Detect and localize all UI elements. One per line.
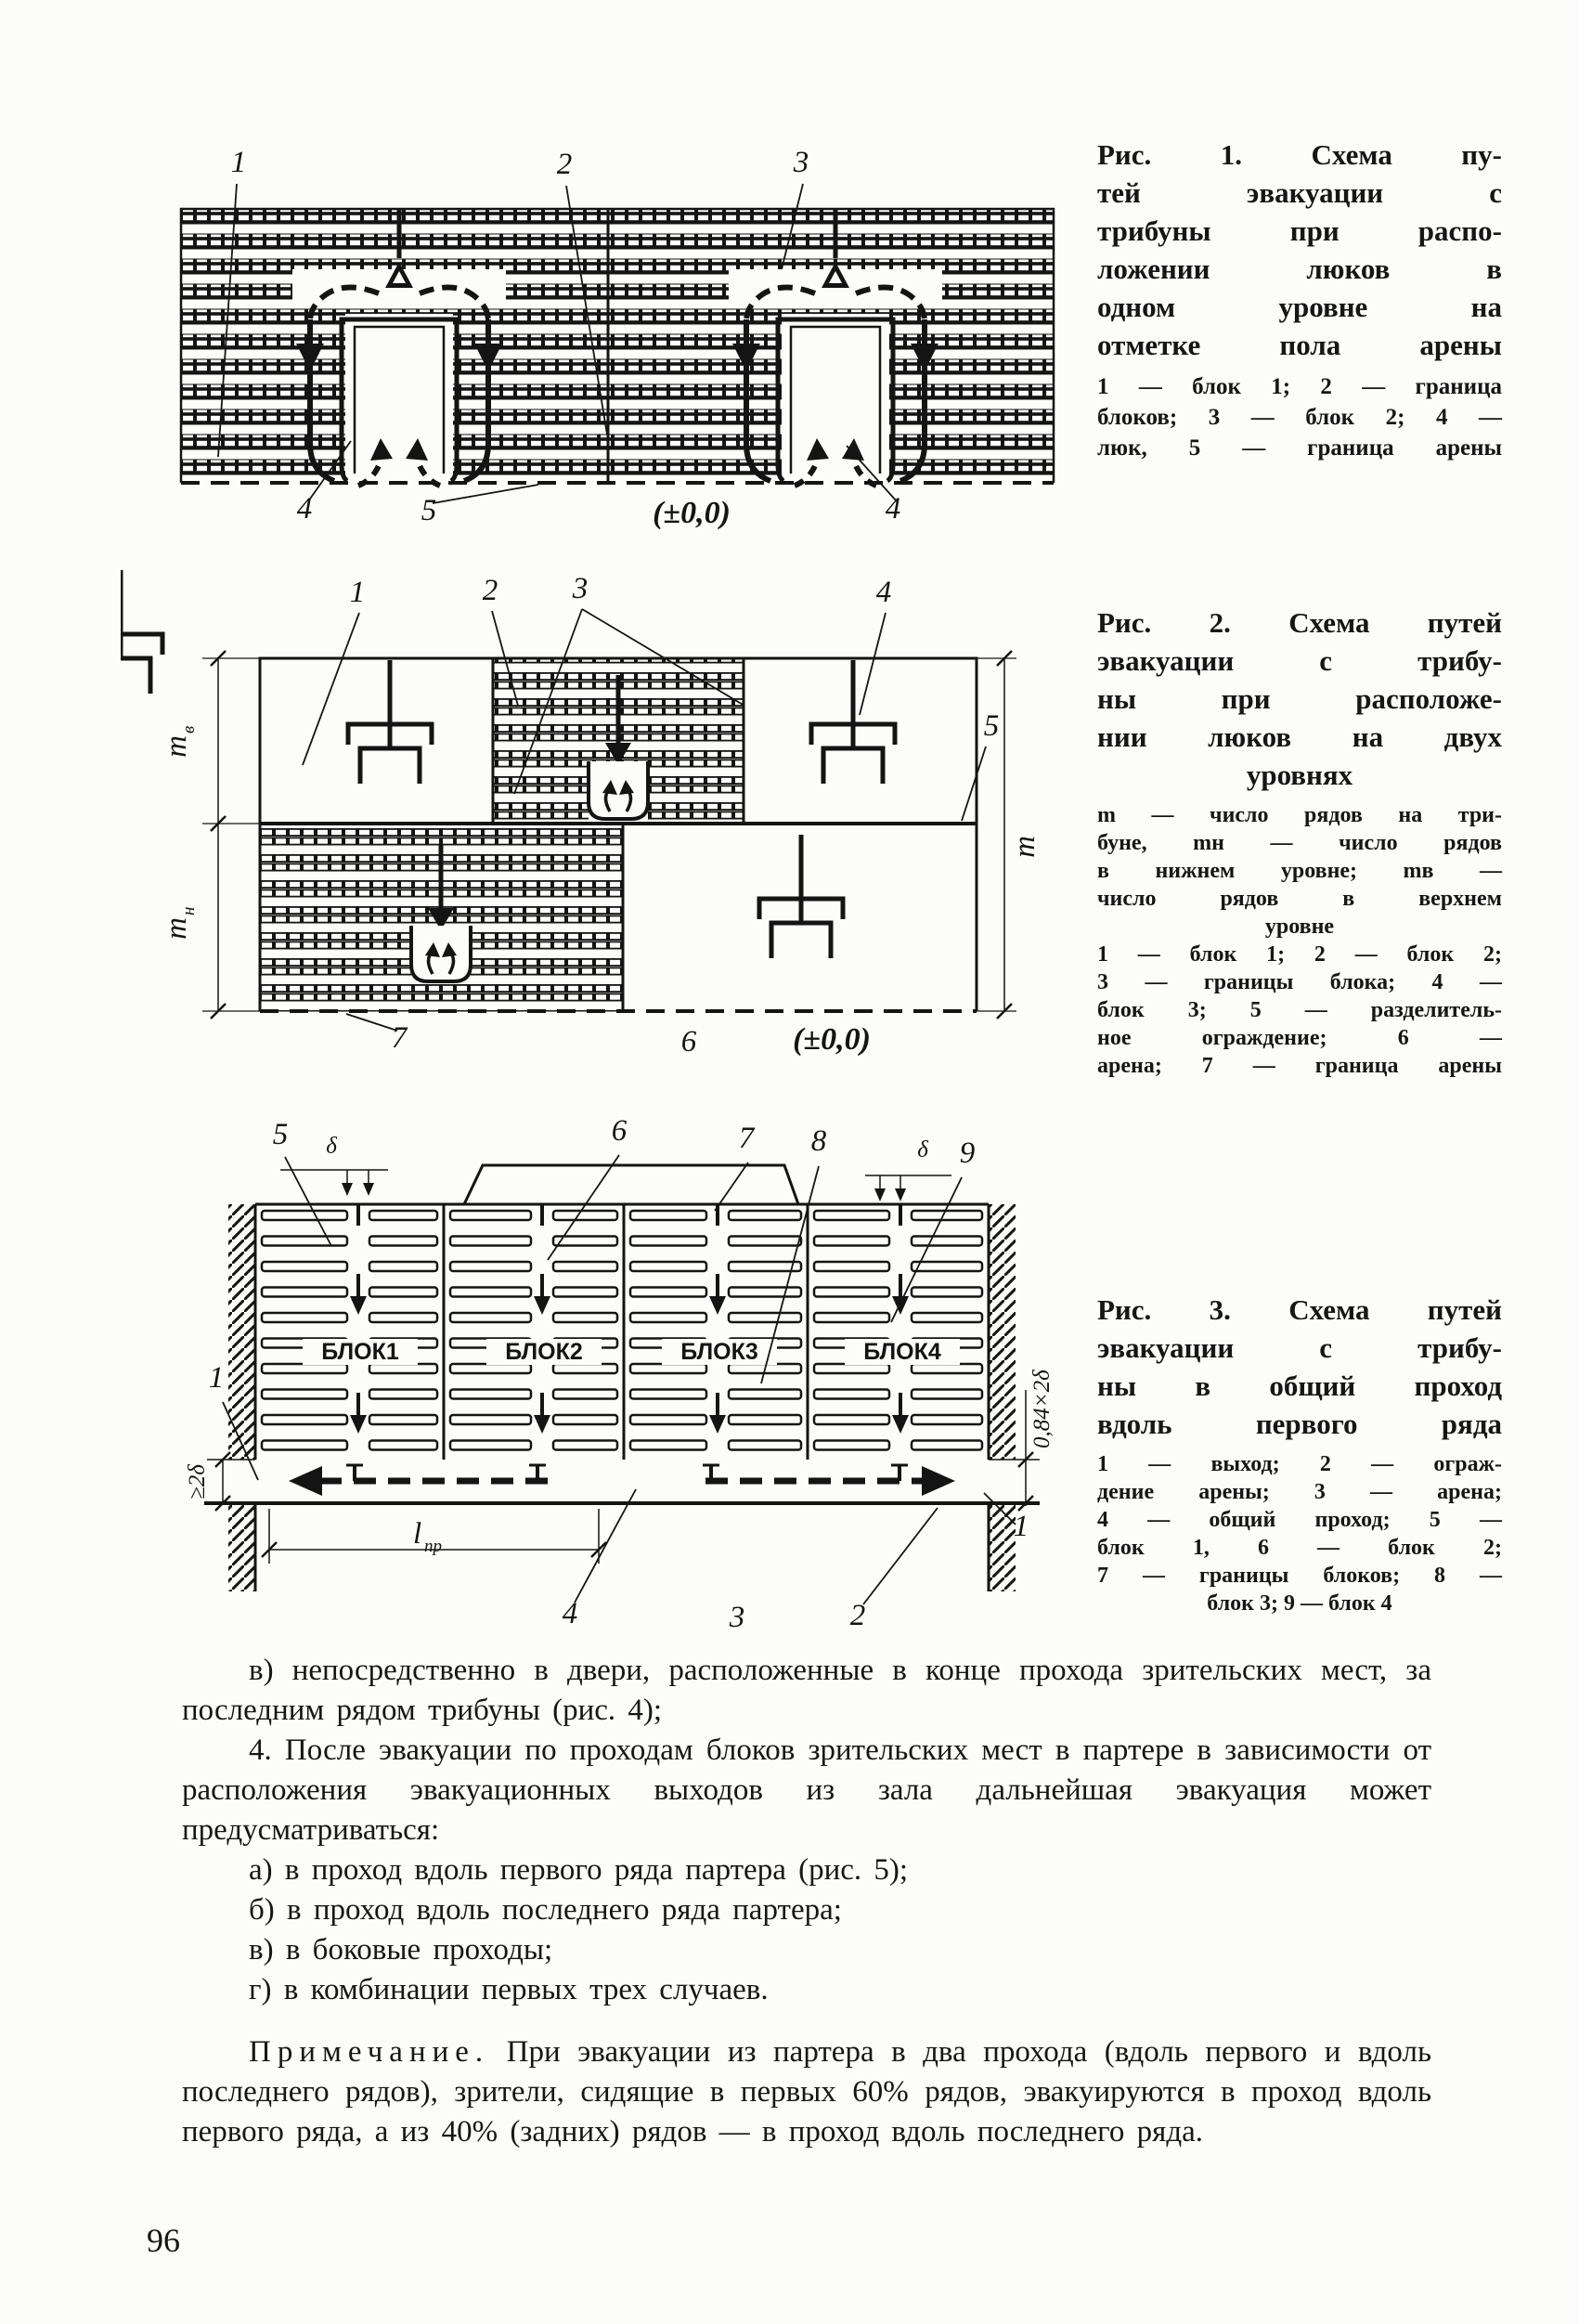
figure-3-title: Рис. 3. Схема путей эвакуации с трибу- ны в общий проход вдоль первого ряда xyxy=(1097,1293,1502,1440)
fig2-label-7: 7 xyxy=(391,1021,408,1055)
fig3-dim-lpr-sub: пр xyxy=(424,1537,442,1556)
fig3-label-1-left: 1 xyxy=(208,1361,225,1395)
fig2-dim-m-upper-sub: в xyxy=(179,725,199,734)
body-text xyxy=(182,1651,1431,2152)
figure-2-caption xyxy=(1097,604,1502,1080)
fig2-label-6: 6 xyxy=(680,1025,697,1058)
fig3-dim-delta-left: δ xyxy=(326,1134,337,1159)
fig3-label-5: 5 xyxy=(272,1118,289,1151)
fig2-hatch-symbol xyxy=(121,570,162,694)
note-paragraph xyxy=(182,2032,1431,2152)
fig3-label-9: 9 xyxy=(959,1136,976,1170)
fig3-seat-rows xyxy=(262,1211,982,1450)
fig3-dim-delta-right: δ xyxy=(917,1137,928,1162)
fig2-label-3: 3 xyxy=(572,572,589,605)
fig3-block2-label: БЛОК2 xyxy=(505,1339,583,1365)
figure-1-diagram xyxy=(139,130,1068,557)
list-item-g: г) в комбинации первых трех случаев. xyxy=(249,1973,769,2006)
list-item-v: в) в боковые проходы; xyxy=(249,1933,553,1967)
figure-3-legend: 1 — выход; 2 — ограж- дение арены; 3 — арена; 4 — общий проход; 5 — блок 1, 6 — блок 2; 7 — границы блоков; 8 — блок 3; 9 — блок 4 xyxy=(1097,1452,1502,1616)
list-item-b: б) в проход вдоль последнего ряда партера; xyxy=(249,1893,842,1927)
figure-3-caption xyxy=(1097,1291,1502,1617)
fig1-label-4-left: 4 xyxy=(296,492,313,526)
figure-2-title: Рис. 2. Схема путей эвакуации с трибу- ны при расположе- нии люков на двух уровнях xyxy=(1097,606,1502,791)
fig3-label-3: 3 xyxy=(729,1601,745,1634)
fig3-label-6: 6 xyxy=(611,1114,628,1148)
fig3-label-2: 2 xyxy=(849,1599,866,1632)
figure-1-caption xyxy=(1097,136,1502,463)
figure-2-legend: m — число рядов на три- буне, mн — число рядов в нижнем уровне; mв — число рядов в верхнем уровне 1 — блок 1; 2 — блок 2; 3 — границы блока; 4 — блок 3; 5 — разделитель- ное ограждение; 6 — арена; 7 — граница арены xyxy=(1097,803,1502,1078)
fig3-common-aisle xyxy=(204,1465,1040,1503)
figure-2-diagram xyxy=(121,568,1086,1097)
fig2-label-2: 2 xyxy=(482,574,498,607)
note-label: Примечание. xyxy=(249,2035,490,2069)
fig2-dim-m-total: m xyxy=(1008,836,1042,858)
fig3-label-7: 7 xyxy=(738,1122,755,1155)
fig2-label-1: 1 xyxy=(349,576,366,609)
figure-3-diagram xyxy=(111,1107,1114,1682)
fig3-label-1-right: 1 xyxy=(1013,1510,1029,1543)
fig2-label-5: 5 xyxy=(983,709,1000,743)
paragraph-4: 4. После эвакуации по проходам блоков зрительских мест в партере в зависимости от расположения эвакуационных выходов из зала дальнейшая эвакуация может предусматриваться: xyxy=(182,1733,1431,1847)
page-number: 96 xyxy=(147,2222,180,2259)
paragraph-v: в) непосредственно в двери, расположенные в конце прохода зрительских мест, за последним рядом трибуны (рис. 4); xyxy=(182,1654,1431,1727)
fig2-dim-m-lower: m xyxy=(160,917,193,940)
fig3-dim-exit-width: 0,84×2δ xyxy=(1029,1370,1055,1448)
fig3-dim-lpr: l xyxy=(413,1517,422,1551)
fig3-label-4: 4 xyxy=(562,1597,578,1630)
fig3-upper-passage-outline xyxy=(464,1165,798,1204)
fig2-dim-m-upper: m xyxy=(160,735,193,758)
fig1-label-2: 2 xyxy=(556,148,573,181)
fig3-block3-label: БЛОК3 xyxy=(680,1339,758,1365)
fig1-label-5: 5 xyxy=(421,494,437,527)
fig2-hatched-blocks xyxy=(260,658,744,1011)
list-item-a: а) в проход вдоль первого ряда партера (рис. 5); xyxy=(249,1853,909,1887)
figure-1-title: Рис. 1. Схема пу- тей эвакуации с трибуны при распо- ложении люков в одном уровне на отметке пола арены xyxy=(1097,138,1502,361)
fig3-block1-label: БЛОК1 xyxy=(321,1339,399,1365)
note-text: При эвакуации из партера в два прохода (вдоль первого и вдоль последнего рядов), зрители, сидящие в первых 60% рядов, эвакуируются в проход вдоль первого ряда, а из 40% (задних) рядов — в проход вдоль последнего ряда. xyxy=(182,2035,1431,2149)
fig2-label-level-mark: (±0,0) xyxy=(793,1022,871,1057)
fig3-dim-aisle-width: ≥2δ xyxy=(185,1464,210,1500)
figure-1-legend: 1 — блок 1; 2 — граница блоков; 3 — блок 2; 4 — люк, 5 — граница арены xyxy=(1097,374,1502,461)
fig1-label-1: 1 xyxy=(230,146,247,179)
fig1-label-level-mark: (±0,0) xyxy=(653,496,731,530)
fig1-label-4-right: 4 xyxy=(885,492,901,526)
fig2-dim-m-lower-sub: н xyxy=(179,906,199,915)
fig2-label-4: 4 xyxy=(875,576,892,609)
fig3-block4-label: БЛОК4 xyxy=(863,1339,941,1365)
fig1-label-3: 3 xyxy=(793,146,809,179)
fig3-label-8: 8 xyxy=(810,1124,827,1158)
